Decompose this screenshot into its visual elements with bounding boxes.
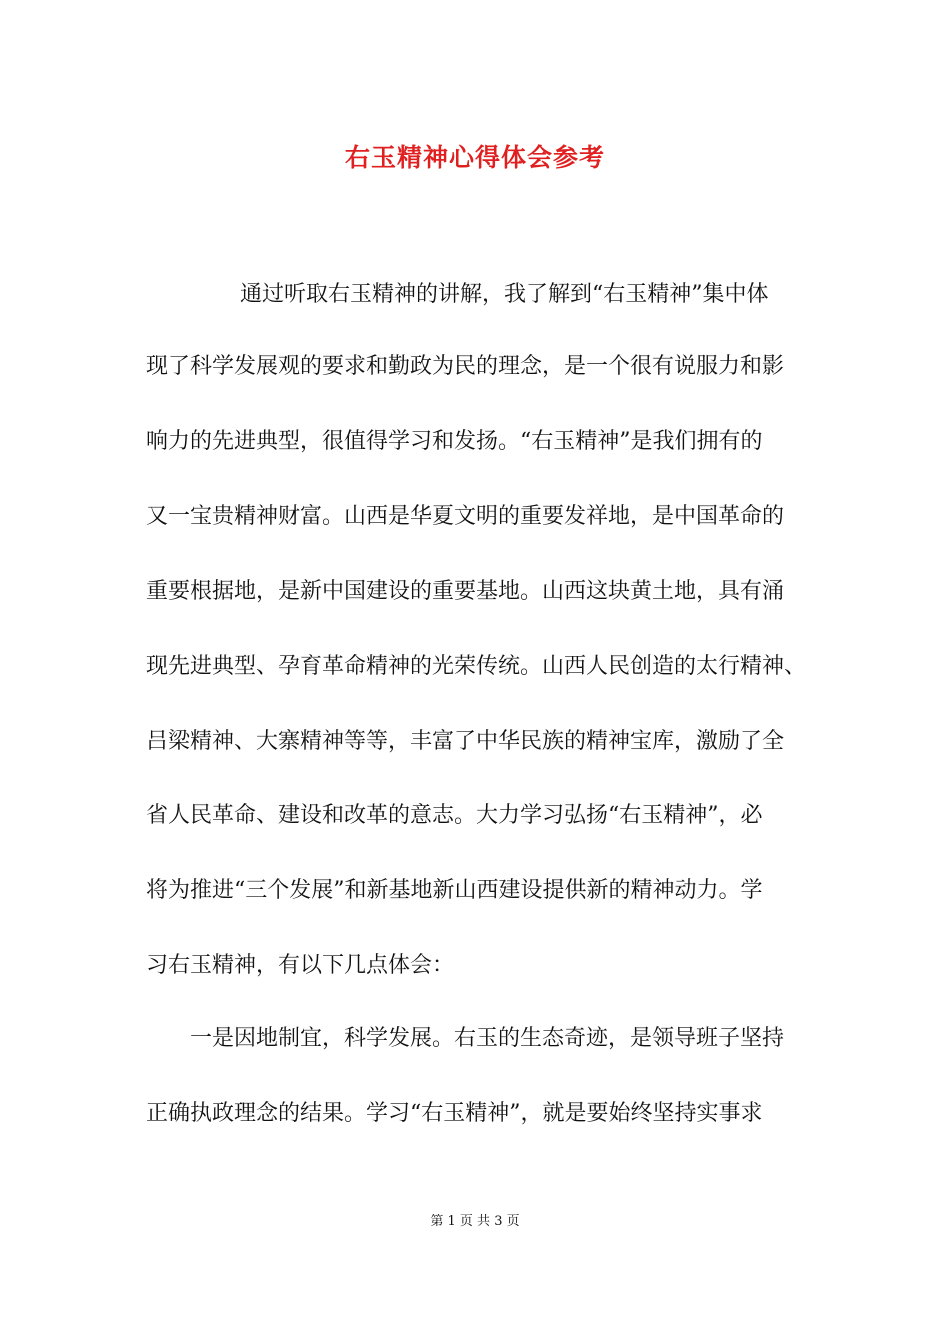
body-line: 一是因地制宜，科学发展。右玉的生态奇迹，是领导班子坚持 bbox=[190, 1026, 785, 1051]
body-line: 省人民革命、建设和改革的意志。大力学习弘扬“右玉精神”，必 bbox=[146, 803, 763, 828]
body-line: 习右玉精神，有以下几点体会： bbox=[146, 953, 455, 978]
body-line: 又一宝贵精神财富。山西是华夏文明的重要发祥地，是中国革命的 bbox=[146, 504, 785, 529]
body-line: 通过听取右玉精神的讲解，我了解到“右玉精神”集中体 bbox=[240, 282, 769, 307]
body-line: 重要根据地，是新中国建设的重要基地。山西这块黄土地，具有涌 bbox=[146, 579, 785, 604]
body-line: 响力的先进典型，很值得学习和发扬。“右玉精神”是我们拥有的 bbox=[146, 429, 763, 454]
body-line: 吕梁精神、大寨精神等等，丰富了中华民族的精神宝库，激励了全 bbox=[146, 729, 785, 754]
body-line: 现先进典型、孕育革命精神的光荣传统。山西人民创造的太行精神、 bbox=[146, 654, 807, 679]
document-title: 右玉精神心得体会参考 bbox=[344, 143, 605, 172]
body-line: 现了科学发展观的要求和勤政为民的理念，是一个很有说服力和影 bbox=[146, 354, 785, 379]
body-line: 正确执政理念的结果。学习“右玉精神”，就是要始终坚持实事求 bbox=[146, 1101, 763, 1126]
body-line: 将为推进“三个发展”和新基地新山西建设提供新的精神动力。学 bbox=[146, 878, 763, 903]
page-number-footer: 第 1 页 共 3 页 bbox=[430, 1214, 520, 1229]
